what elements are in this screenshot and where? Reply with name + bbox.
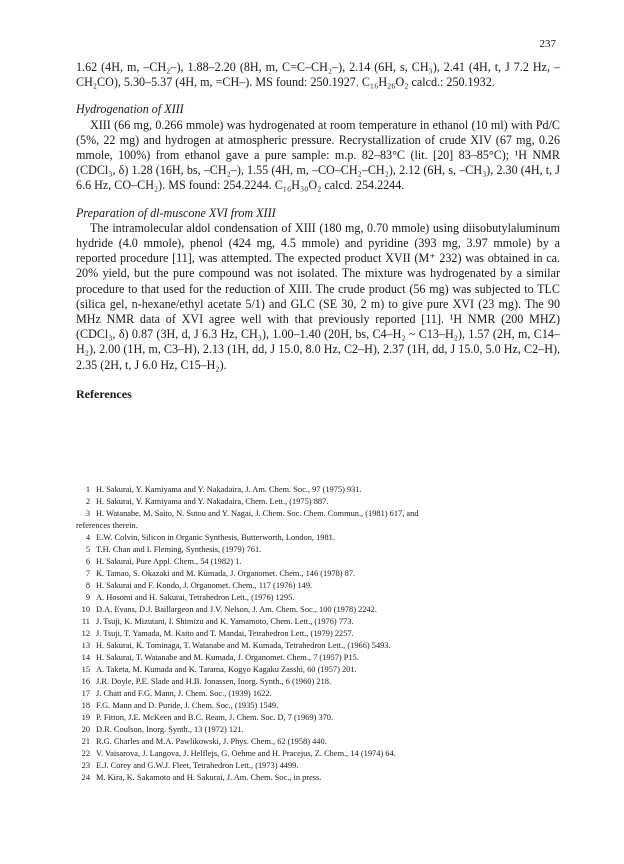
reference-item <box>76 724 560 736</box>
reference-item <box>76 532 560 544</box>
reference-item <box>76 712 560 724</box>
reference-text: M. Kira, K. Sakamoto and H. Sakurai, J. Am. Chem. Soc., in press. <box>96 773 322 782</box>
reference-text: D.R. Coulson, Inorg. Synth., 13 (1972) 121. <box>96 725 244 734</box>
reference-number: 4 <box>85 533 90 542</box>
reference-text: J.R. Doyle, P.E. Slade and H.B. Jonassen, Inorg. Synth., 6 (1960) 218. <box>96 677 332 686</box>
reference-list <box>76 484 560 784</box>
reference-number: 6 <box>85 557 90 566</box>
reference-number: 20 <box>81 725 90 734</box>
section-text-hydrogenation: XIII (66 mg, 0.266 mmole) was hydrogenated at room temperature in ethanol (10 ml) with Pd/C (5%, 22 mg) and hydrogen at atmospheric pressure. Recrystallization of crude XIV (67 mg, 0.26 mmole, 100%) from ethanol gave a pure sample: m.p. 82–83°C (lit. [20] 83–85°C); ¹H NMR (CDCl₃, δ) 1.28 (16H, bs, –CH₂–), 1.55 (4H, m, –CO–CH₂–CH₂), 2.12 (6H, s, –CH₃), 2.30 (4H, t, J 6.6 Hz, CO–CH₂). MS found: 254.2244. C₁₆H₃₀O₂ calcd. 254.2244. <box>76 117 560 193</box>
reference-item <box>76 664 560 676</box>
reference-number: 3 <box>85 509 90 518</box>
reference-number: 19 <box>81 713 90 722</box>
reference-text: H. Sakurai, T. Watanabe and M. Kumada, J. Organomet. Chem., 7 (1957) P15. <box>96 653 359 662</box>
reference-number: 22 <box>81 749 90 758</box>
reference-item <box>76 736 560 748</box>
continuation-paragraph: 1.62 (4H, m, –CH₂–), 1.88–2.20 (8H, m, C=C–CH₂–), 2.14 (6H, s, CH₃), 2.41 (4H, t, J 7.2 Hz, –CH₂CO), 5.30–5.37 (4H, m, =CH–). MS found: 250.1927. C₁₆H₂₆O₂ calcd.: 250.1932. <box>76 60 560 90</box>
reference-number: 10 <box>81 605 90 614</box>
reference-item <box>76 628 560 640</box>
reference-text: J. Tsuji, T. Yamada, M. Kaito and T. Mandai, Tetrahedron Lett., (1979) 2257. <box>96 629 354 638</box>
reference-text: P. Fitton, J.E. McKeen and B.C. Ream, J. Chem. Soc. D, 7 (1969) 370. <box>96 713 334 722</box>
reference-item <box>76 592 560 604</box>
reference-item <box>76 604 560 616</box>
reference-item <box>76 676 560 688</box>
reference-item <box>76 568 560 580</box>
reference-item <box>76 640 560 652</box>
reference-item <box>76 556 560 568</box>
page-number: 237 <box>539 38 556 50</box>
reference-text: H. Sakurai, Y. Kamiyama and Y. Nakadaira, J. Am. Chem. Soc., 97 (1975) 931. <box>96 485 362 494</box>
reference-number: 24 <box>81 773 90 782</box>
reference-number: 21 <box>81 737 90 746</box>
reference-text: V. Vaisarova, J. Langova, J. Helflejs, G. Oehme and H. Pracejus, Z. Chem., 14 (1974) 64. <box>96 749 396 758</box>
reference-text: H. Sakurai and F. Kondo, J. Organomet. Chem., 117 (1976) 149. <box>96 581 313 590</box>
reference-text: H. Watanabe, M. Saito, N. Sutou and Y. Nagai, J. Chem. Soc. Chem. Commun., (1981) 617, and <box>96 509 419 518</box>
reference-item <box>76 748 560 760</box>
reference-item <box>76 544 560 556</box>
reference-text: A. Taketa, M. Kumada and K. Tarama, Kogyo Kagaku Zasshi, 60 (1957) 201. <box>96 665 357 674</box>
reference-continuation: references therein. <box>76 521 138 530</box>
reference-text: J. Chatt and F.G. Mann, J. Chem. Soc., (1939) 1622. <box>96 689 272 698</box>
reference-number: 15 <box>81 665 90 674</box>
reference-number: 23 <box>81 761 90 770</box>
reference-text: J. Tsuji, K. Mizutani, I. Shimizu and K. Yamamoto, Chem. Lett., (1976) 773. <box>96 617 354 626</box>
reference-number: 8 <box>85 581 90 590</box>
reference-number: 17 <box>81 689 90 698</box>
reference-item <box>76 652 560 664</box>
reference-number: 11 <box>81 617 90 626</box>
reference-text: D.A. Evans, D.J. Baillargeon and J.V. Nelson, J. Am. Chem. Soc., 100 (1978) 2242. <box>96 605 377 614</box>
reference-text: F.G. Mann and D. Puride, J. Chem. Soc., (1935) 1549. <box>96 701 279 710</box>
reference-text: H. Sakurai, K. Tominaga, T. Watanabe and M. Kumada, Tetrahedron Lett., (1966) 5493. <box>96 641 391 650</box>
reference-text: E.W. Colvin, Silicon in Organic Synthesis, Butterworth, London, 1981. <box>96 533 335 542</box>
reference-number: 2 <box>85 497 90 506</box>
section-heading-hydrogenation: Hydrogenation of XIII <box>76 102 184 117</box>
reference-item <box>76 496 560 508</box>
reference-number: 7 <box>85 569 90 578</box>
body-text <box>76 60 560 402</box>
reference-text: H. Sakurai, Pure Appl. Chem., 54 (1982) 1. <box>96 557 242 566</box>
reference-item <box>76 700 560 712</box>
reference-text: E.J. Corey and G.W.J. Fleet, Tetrahedron Lett., (1973) 4499. <box>96 761 299 770</box>
reference-number: 13 <box>81 641 90 650</box>
reference-text: T.H. Chan and I. Fleming, Synthesis, (1979) 761. <box>96 545 262 554</box>
reference-item <box>76 760 560 772</box>
reference-item <box>76 484 560 496</box>
references-heading: References <box>76 386 132 401</box>
reference-number: 1 <box>85 485 90 494</box>
reference-text: H. Sakurai, Y. Kamiyama and Y. Nakadaira, Chem. Lett., (1975) 887. <box>96 497 329 506</box>
reference-number: 5 <box>85 545 90 554</box>
reference-text: R.G. Charles and M.A. Pawlikowski, J. Phys. Chem., 62 (1958) 440. <box>96 737 327 746</box>
reference-number: 12 <box>81 629 90 638</box>
reference-text: A. Hosomi and H. Sakurai, Tetrahedron Lett., (1976) 1295. <box>96 593 295 602</box>
reference-item <box>76 772 560 784</box>
reference-item <box>76 616 560 628</box>
reference-number: 18 <box>81 701 90 710</box>
reference-text: K. Tamao, S. Okazaki and M. Kumada, J. Organomet. Chem., 146 (1978) 87. <box>96 569 356 578</box>
section-text-muscone: The intramolecular aldol condensation of XIII (180 mg, 0.70 mmole) using diisobutylaluminum hydride (4.0 mmole), phenol (424 mg, 4.5 mmole) and pyridine (393 mg, 3.97 mmole) by a reported procedure [11], was attempted. The expected product XVII (M⁺ 232) was obtained in ca. 20% yield, but the pure compound was not isolated. The mixture was hydrogenated by a similar procedure to that used for the reduction of XIII. The crude product (56 mg) was subjected to TLC (silica gel, n-hexane/ethyl acetate 5/1) and GLC (SE 30, 2 m) to give pure XVI (23 mg). The 90 MHz NMR data of XVI agree well with that previously reported [11]. ¹H NMR (200 MHZ) (CDCl₃, δ) 0.87 (3H, d, J 6.3 Hz, CH₃), 1.00–1.40 (20H, bs, C4–H₂ ~ C13–H₂), 1.57 (2H, m, C14–H₂), 2.00 (1H, m, C3–H), 2.13 (1H, dd, J 15.0, 8.0 Hz, C2–H), 2.37 (1H, dd, J 15.0, 5.0 Hz, C2–H), 2.35 (2H, t, J 6.0 Hz, C15–H₂). <box>76 220 560 372</box>
reference-item <box>76 508 560 520</box>
reference-item <box>76 580 560 592</box>
reference-item <box>76 688 560 700</box>
reference-number: 9 <box>85 593 90 602</box>
section-heading-muscone: Preparation of dl-muscone XVI from XIII <box>76 205 276 220</box>
reference-number: 14 <box>81 653 90 662</box>
reference-number: 16 <box>81 677 90 686</box>
